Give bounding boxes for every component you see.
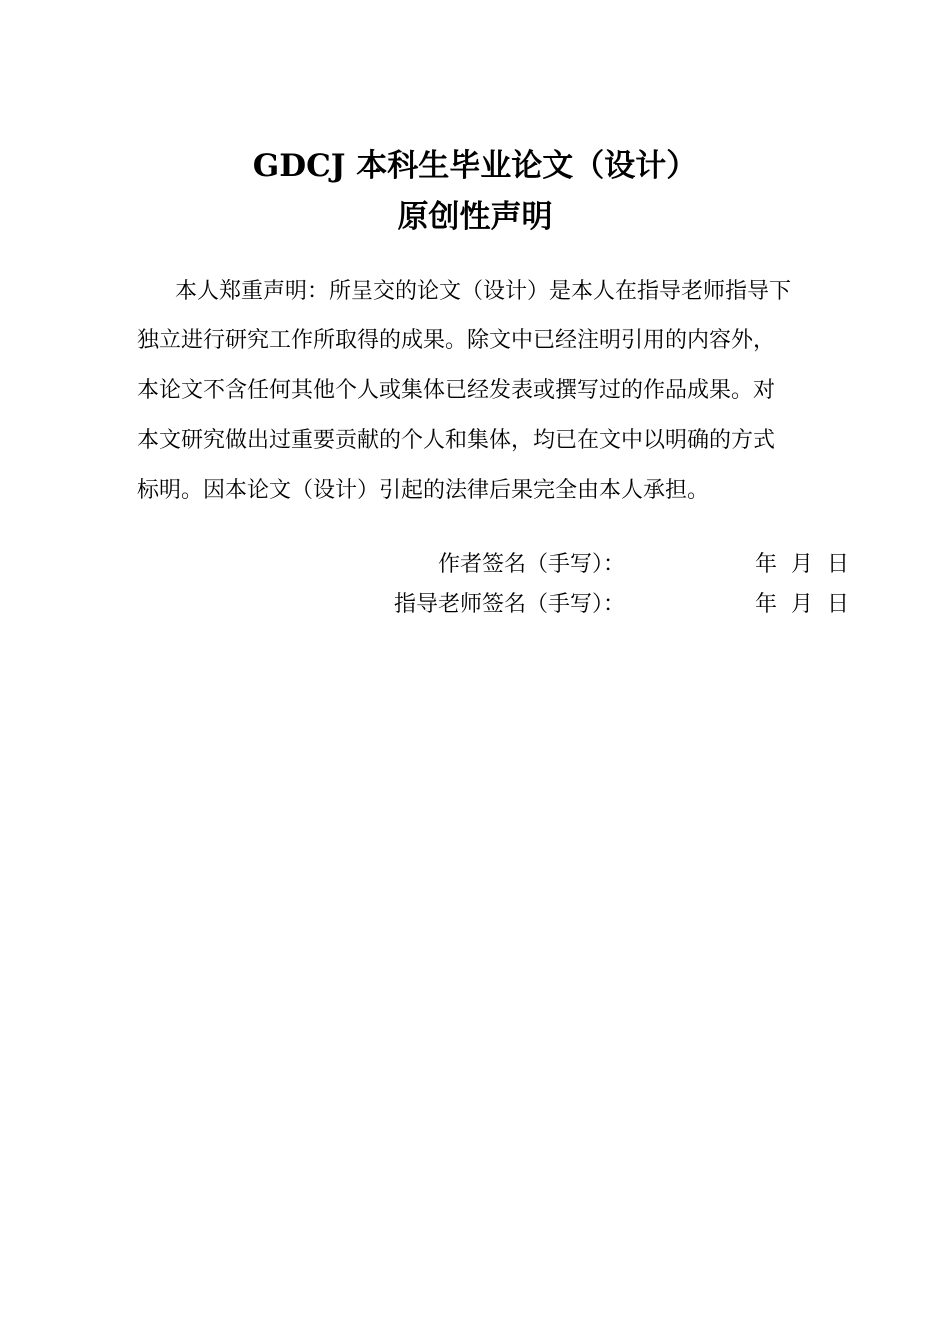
date-day-label: 日 bbox=[827, 592, 850, 617]
statement-line: 本论文不含任何其他个人或集体已经发表或撰写过的作品成果。对 bbox=[137, 378, 776, 403]
date-day-label: 日 bbox=[827, 552, 850, 577]
date-year-label: 年 bbox=[755, 592, 778, 617]
document-subtitle: 原创性声明 bbox=[397, 199, 553, 235]
date-month-label: 月 bbox=[791, 592, 814, 617]
date-year-label: 年 bbox=[755, 552, 778, 577]
advisor-signature-date bbox=[755, 590, 849, 620]
statement-line: 本文研究做出过重要贡献的个人和集体，均已在文中以明确的方式 bbox=[137, 428, 776, 453]
date-month-label: 月 bbox=[791, 552, 814, 577]
document-title: GDCJ 本科生毕业论文（设计） bbox=[252, 148, 698, 184]
statement-line: 本人郑重声明：所呈交的论文（设计）是本人在指导老师指导下 bbox=[175, 279, 792, 304]
author-signature-label: 作者签名（手写）： bbox=[437, 552, 625, 577]
author-signature-date bbox=[755, 550, 849, 580]
statement-line: 独立进行研究工作所取得的成果。除文中已经注明引用的内容外， bbox=[137, 328, 776, 353]
statement-line: 标明。因本论文（设计）引起的法律后果完全由本人承担。 bbox=[137, 478, 710, 503]
advisor-signature-label: 指导老师签名（手写）： bbox=[393, 592, 625, 617]
